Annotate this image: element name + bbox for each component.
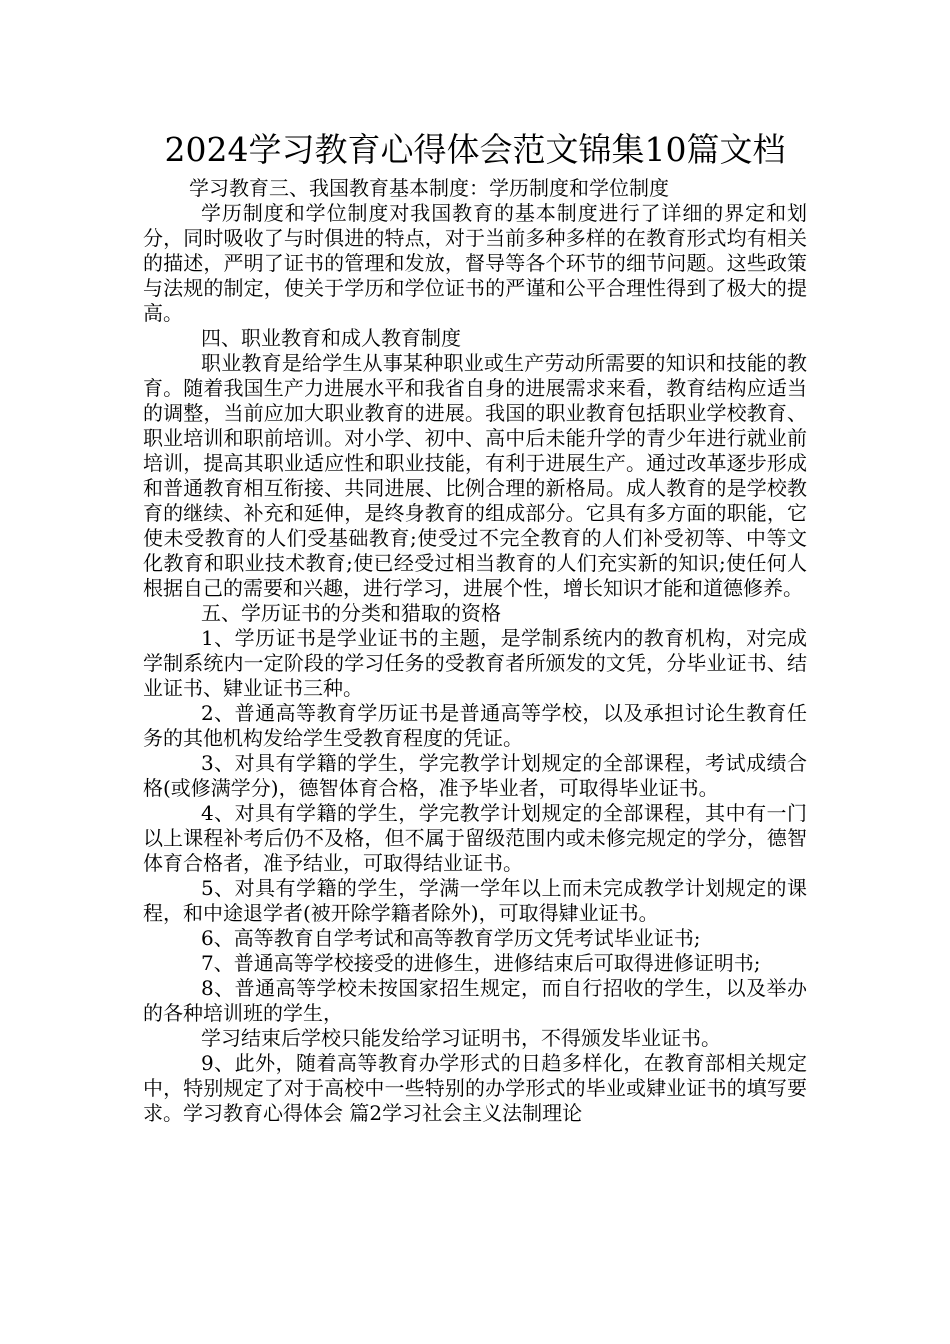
list-item: 3、对具有学籍的学生，学完教学计划规定的全部课程，考试成绩合格(或修满学分)，德智体育合格，准予毕业者，可取得毕业证书。 bbox=[143, 751, 807, 800]
list-item: 4、对具有学籍的学生，学完教学计划规定的全部课程，其中有一门以上课程补考后仍不及格，但不属于留级范围内或未修完规定的学分，德智体育合格者，准予结业，可取得结业证书。 bbox=[143, 801, 807, 875]
list-item: 9、此外，随着高等教育办学形式的日趋多样化，在教育部相关规定中，特别规定了对于高校中一些特别的办学形式的毕业或肄业证书的填写要求。学习教育心得体会 篇2学习社会主义法制理论 bbox=[143, 1051, 807, 1125]
list-item: 5、对具有学籍的学生，学满一学年以上而未完成教学计划规定的课程，和中途退学者(被开除学籍者除外)，可取得肄业证书。 bbox=[143, 876, 807, 925]
list-item: 7、普通高等学校接受的进修生，进修结束后可取得进修证明书; bbox=[201, 951, 761, 975]
section-4-heading: 四、职业教育和成人教育制度 bbox=[201, 326, 461, 350]
list-item: 学习结束后学校只能发给学习证明书，不得颁发毕业证书。 bbox=[201, 1026, 721, 1050]
list-item: 2、普通高等教育学历证书是普通高等学校，以及承担讨论生教育任务的其他机构发给学生受教育程度的凭证。 bbox=[143, 701, 807, 750]
list-item: 1、学历证书是学业证书的主题，是学制系统内的教育机构，对完成学制系统内一定阶段的学习任务的受教育者所颁发的文凭，分毕业证书、结业证书、肄业证书三种。 bbox=[143, 626, 807, 700]
section-5-heading: 五、学历证书的分类和猎取的资格 bbox=[201, 601, 501, 625]
document-title: 2024学习教育心得体会范文锦集10篇文档 bbox=[164, 130, 786, 169]
list-item: 8、普通高等学校未按国家招生规定，而自行招收的学生，以及举办的各种培训班的学生， bbox=[143, 976, 807, 1025]
section-4-body: 职业教育是给学生从事某种职业或生产劳动所需要的知识和技能的教育。随着我国生产力进展水平和我省自身的进展需求来看，教育结构应适当的调整，当前应加大职业教育的进展。我国的职业教育包括职业学校教育、职业培训和职前培训。对小学、初中、高中后未能升学的青少年进行就业前培训，提高其职业适应性和职业技能，有利于进展生产。通过改革逐步形成和普通教育相互衔接、共同进展、比例合理的新格局。成人教育的是学校教育的继续、补充和延伸，是终身教育的组成部分。它具有多方面的职能，它使未受教育的人们受基础教育;使受过不完全教育的人们补受初等、中等文化教育和职业技术教育;使已经受过相当教育的人们充实新的知识;使任何人根据自己的需要和兴趣，进行学习，进展个性，增长知识才能和道德修养。 bbox=[143, 351, 807, 600]
document-page bbox=[143, 128, 807, 1126]
section-3-heading: 学习教育三、我国教育基本制度：学历制度和学位制度 bbox=[189, 176, 669, 200]
list-item: 6、高等教育自学考试和高等教育学历文凭考试毕业证书; bbox=[201, 926, 701, 950]
section-3-body: 学历制度和学位制度对我国教育的基本制度进行了详细的界定和划分，同时吸收了与时俱进的特点，对于当前多种多样的在教育形式均有相关的描述，严明了证书的管理和发放，督导等各个环节的细节问题。这些政策与法规的制定，使关于学历和学位证书的严谨和公平合理性得到了极大的提高。 bbox=[143, 201, 807, 325]
